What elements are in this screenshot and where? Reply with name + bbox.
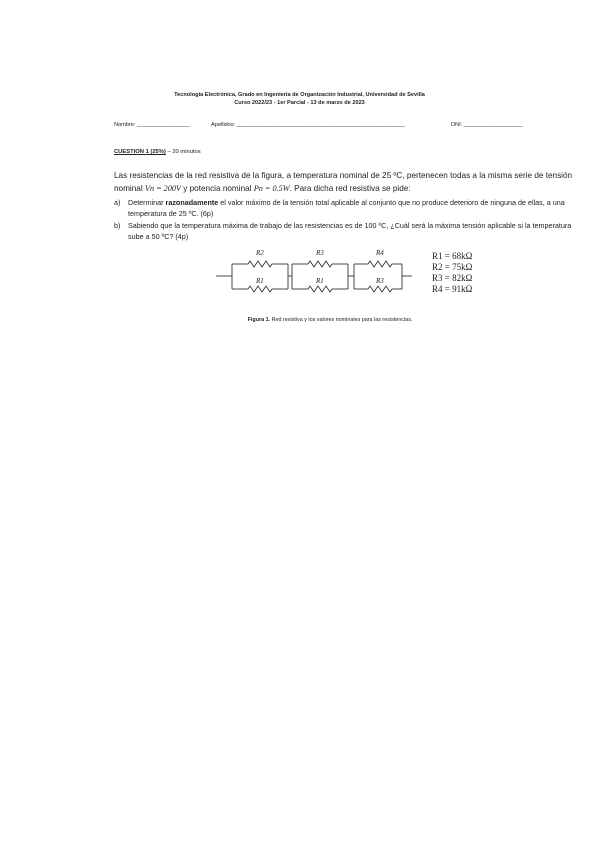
value-r3: R3 = 82kΩ [432,273,473,283]
caption-text: Red resistiva y los valores nominales para las resistencias. [270,317,413,323]
apellidos-field: Apellidos: ______________________________________________________ [211,122,405,128]
item-b-label: b) [114,221,121,230]
label-bot-2: R1 [316,277,324,285]
header-line-2: Curso 2022/23 - 1er Parcial - 13 de marzo de 2023 [234,100,365,106]
question-title-label: CUESTION 1 (25%) [114,149,166,155]
intro-text-2: y potencia nominal [180,184,254,193]
nombre-field: Nombre: _________________ [114,122,190,128]
caption-label: Figura 1. [247,317,271,323]
item-b-text: Sabiendo que la temperatura máxima de trabajo de las resistencias es de 100 ºC, ¿Cuál será la máxima tensión aplicable si la temperatura sube a 50 ºC? (4p) [128,221,572,241]
item-a-pre: Determinar [128,198,166,207]
circuit-figure [214,242,414,313]
label-top-1: R2 [256,249,264,257]
dni-field: DNI: ___________________ [451,122,523,128]
label-bot-1: R1 [256,277,264,285]
question-intro [114,169,574,195]
question-duration: – 20 minutos [165,149,201,155]
label-top-3: R4 [376,249,384,257]
value-r2: R2 = 75kΩ [432,262,473,272]
label-bot-3: R3 [376,277,384,285]
item-a-text [128,198,574,219]
resistor-network-diagram [214,242,414,308]
value-r1: R1 = 68kΩ [432,251,473,261]
intro-pn: Pn = 0.5W [253,184,290,193]
header-line-1: Tecnología Electrónica, Grado en Ingeniería de Organización Industrial, Universidad de Sevilla [174,92,425,98]
intro-vn: Vn = 200V [144,184,181,193]
item-a-post: el valor máximo de la tensión total aplicable al conjunto que no produce deterioro de ninguna de ellas, a una temperatura de 25 ºC. (6p) [128,198,565,218]
label-top-2: R3 [316,249,324,257]
intro-text-3: . Para dicha red resistiva se pide: [289,184,411,193]
resistor-values [432,251,472,295]
item-a-bold: razonadamente [165,198,219,207]
item-a-label: a) [114,198,121,207]
figure-caption [0,317,599,323]
intro-text-1: Las resistencias de la red resistiva de la figura, a temperatura nominal de 25 ºC, pertenecen todas a la misma serie de tensión nominal [114,171,573,193]
question-title [114,149,201,155]
value-r4: R4 = 91kΩ [432,284,473,294]
